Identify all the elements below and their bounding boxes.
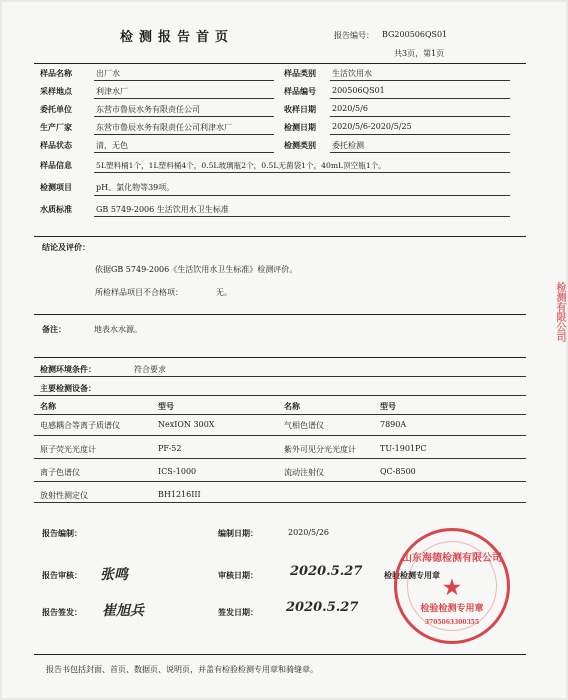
table-row: 离子色谱仪	[40, 468, 80, 477]
official-seal	[394, 528, 510, 644]
approve-date-value: 2020.5.27	[286, 600, 359, 615]
report-number: BG200506QS01	[382, 30, 448, 39]
table-row: 紫外可见分光光度计	[284, 445, 356, 454]
table-row: PF-52	[158, 444, 182, 453]
review-label: 报告审核：	[42, 570, 82, 580]
sample-type-value: 生活饮用水	[332, 69, 372, 78]
review-date-label: 审核日期：	[218, 570, 258, 580]
client-label: 委托单位	[40, 104, 72, 114]
prepared-date-label: 编制日期：	[218, 528, 258, 538]
table-row: ICS-1000	[158, 467, 197, 476]
test-date-value: 2020/5/6-2020/5/25	[332, 122, 412, 131]
receive-date-value: 2020/5/6	[332, 104, 368, 113]
test-date-label: 检测日期	[284, 122, 316, 132]
client-value: 东营市鲁辰水务有限责任公司	[96, 105, 200, 114]
review-signature: 张鸣	[100, 567, 128, 583]
water-standard-value: GB 5749-2006 生活饮用水卫生标准	[96, 205, 229, 214]
sample-info-value: 5L塑料桶1个，1L塑料桶4个，0.5L玻璃瓶2个，0.5L无菌袋1个，40mL顶空瓶1个。	[96, 161, 386, 170]
table-row: TU-1901PC	[380, 444, 427, 453]
env-label: 检测环境条件：	[40, 364, 96, 374]
table-row: 放射性测定仪	[40, 491, 88, 500]
equipment-header-name-1: 名称	[40, 401, 56, 411]
sample-number-value: 200506QS01	[332, 86, 385, 95]
nonconforming-label: 所检样品项目不合格项：	[95, 288, 183, 297]
seal-middle-text: 检验检测专用章	[420, 604, 484, 614]
sample-type-label: 样品类别	[284, 68, 316, 78]
prepared-by-label: 报告编制：	[42, 528, 82, 538]
table-row: 原子荧光光度计	[40, 445, 96, 454]
footer-note: 报告书包括封面、首页、数据页、说明页，并盖有检验检测专用章和骑缝章。	[46, 665, 318, 674]
manufacturer-value: 东营市鲁辰水务有限责任公司利津水厂	[96, 123, 232, 132]
table-row: 7890A	[380, 420, 407, 429]
site-value: 利津水厂	[96, 87, 128, 96]
approve-signature: 崔旭兵	[102, 603, 144, 619]
table-row: 电感耦合等离子质谱仪	[40, 421, 120, 430]
equipment-label: 主要检测设备：	[40, 383, 96, 393]
seal-top-text: 山东海德检测有限公司	[402, 553, 502, 564]
sample-state-label: 样品状态	[40, 140, 72, 150]
report-number-label: 报告编号：	[334, 31, 374, 40]
receive-date-label: 收样日期	[284, 104, 316, 114]
conclusion-basis: 依据GB 5749-2006《生活饮用水卫生标准》检测评价。	[95, 265, 298, 274]
sample-name-label: 样品名称	[40, 68, 72, 78]
conclusion-label: 结论及评价：	[42, 242, 90, 252]
table-row: 流动注射仪	[284, 468, 324, 477]
approve-date-label: 签发日期：	[218, 607, 258, 617]
table-row: QC-8500	[380, 467, 416, 476]
remarks-value: 地表水水源。	[94, 325, 142, 334]
table-row: BH1216III	[158, 490, 201, 499]
site-label: 采样地点	[40, 86, 72, 96]
test-items-value: pH、氯化物等39项。	[96, 183, 175, 192]
remarks-label: 备注：	[42, 324, 66, 334]
review-date-value: 2020.5.27	[290, 564, 363, 579]
test-items-label: 检测项目	[40, 182, 72, 192]
report-page	[2, 2, 566, 698]
sample-state-value: 清，无色	[96, 141, 128, 150]
test-type-label: 检测类别	[284, 140, 316, 150]
equipment-header-model-2: 型号	[380, 401, 396, 411]
table-row: 气相色谱仪	[284, 421, 324, 430]
equipment-header-name-2: 名称	[284, 401, 300, 411]
test-type-value: 委托检测	[332, 141, 364, 150]
water-standard-label: 水质标准	[40, 204, 72, 214]
sample-info-label: 样品信息	[40, 160, 72, 170]
seam-seal: 检测有限公司	[554, 282, 565, 342]
manufacturer-label: 生产厂家	[40, 122, 72, 132]
table-row: NexION 300X	[158, 420, 215, 429]
seal-label: 检验检测专用章	[384, 570, 440, 580]
sample-number-label: 样品编号	[284, 86, 316, 96]
table-top-border	[34, 63, 526, 64]
seal-star-icon: ★	[443, 575, 461, 599]
prepared-date-value: 2020/5/26	[288, 528, 330, 537]
report-title: 检测报告首页	[120, 30, 235, 45]
env-value: 符合要求	[134, 365, 166, 374]
page-count: 共3页，第1页	[394, 49, 445, 58]
approve-label: 报告签发：	[42, 607, 82, 617]
sample-name-value: 出厂水	[96, 69, 120, 78]
seal-bottom-text: 3705063300355	[424, 619, 480, 626]
equipment-header-model-1: 型号	[158, 401, 174, 411]
nonconforming-value: 无。	[216, 288, 232, 297]
